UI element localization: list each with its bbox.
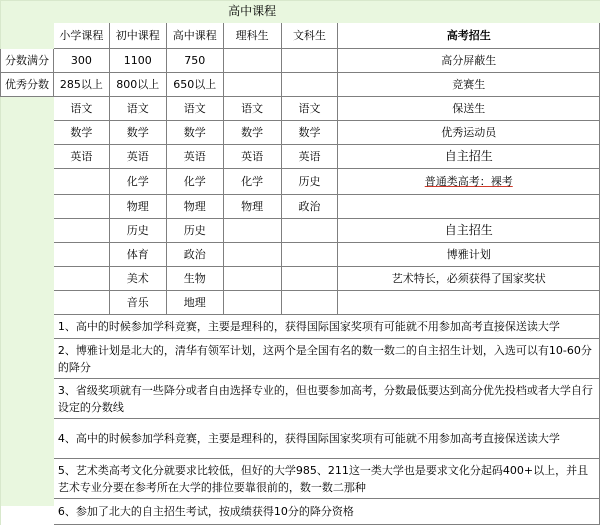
cell[interactable]: 优秀运动员	[338, 121, 600, 145]
cell[interactable]	[281, 219, 338, 243]
cell[interactable]: 物理	[223, 195, 281, 219]
blank-cell	[499, 1, 600, 23]
cell[interactable]: 语文	[223, 97, 281, 121]
cell[interactable]	[223, 73, 281, 97]
blank-cell	[1, 315, 54, 339]
row-label-full-score[interactable]: 分数满分	[1, 49, 54, 73]
cell[interactable]: 数学	[223, 121, 281, 145]
cell[interactable]: 语文	[109, 97, 166, 121]
cell[interactable]	[338, 169, 600, 195]
header-arts[interactable]: 文科生	[281, 23, 338, 49]
cell[interactable]	[223, 49, 281, 73]
cell[interactable]: 自主招生	[338, 219, 600, 243]
blank-cell	[1, 1, 54, 23]
cell[interactable]: 音乐	[109, 291, 166, 315]
cell[interactable]: 英语	[53, 145, 109, 169]
cell[interactable]	[53, 291, 109, 315]
cell[interactable]	[223, 267, 281, 291]
blank-cell	[1, 195, 54, 219]
blank-cell	[1, 379, 54, 419]
cell[interactable]	[53, 195, 109, 219]
blank-cell	[1, 219, 54, 243]
header-science[interactable]: 理科生	[223, 23, 281, 49]
blank-cell	[1, 121, 54, 145]
cell[interactable]: 博雅计划	[338, 243, 600, 267]
blank-cell	[53, 1, 109, 23]
cell[interactable]: 语文	[281, 97, 338, 121]
note-6[interactable]: 6、参加了北大的自主招生考试，按成绩获得10分的降分资格	[53, 499, 599, 525]
cell[interactable]	[281, 267, 338, 291]
blank-cell	[1, 459, 54, 499]
cell[interactable]: 650以上	[166, 73, 223, 97]
cell[interactable]: 英语	[223, 145, 281, 169]
note-1[interactable]: 1、高中的时候参加学科竞赛，主要是理科的，获得国际国家奖项有可能就不用参加高考直接保送读大学	[53, 315, 599, 339]
cell[interactable]: 1100	[109, 49, 166, 73]
cell[interactable]: 化学	[166, 169, 223, 195]
blank-cell	[109, 1, 166, 23]
cell[interactable]: 285以上	[53, 73, 109, 97]
blank-cell	[1, 419, 54, 459]
cell[interactable]: 保送生	[338, 97, 600, 121]
blank-cell	[338, 1, 499, 23]
header-junior[interactable]: 初中课程	[109, 23, 166, 49]
cell[interactable]	[338, 195, 600, 219]
note-4[interactable]: 4、高中的时候参加学科竞赛，主要是理科的，获得国际国家奖项有可能就不用参加高考直接保送读大学	[53, 419, 599, 459]
blank-cell	[1, 97, 54, 121]
cell[interactable]	[53, 267, 109, 291]
cell[interactable]: 历史	[109, 219, 166, 243]
cell[interactable]: 竞赛生	[338, 73, 600, 97]
blank-cell	[1, 499, 54, 525]
cell[interactable]: 数学	[281, 121, 338, 145]
blank-cell	[1, 243, 54, 267]
cell-text: 普通类高考：裸考	[424, 175, 513, 188]
note-5[interactable]: 5、艺术类高考文化分就要求比较低，但好的大学985、211这一类大学也是要求文化分起码400+以上，并且艺术专业分要在参考所在大学的排位要靠很前的，数一数二那种	[53, 459, 599, 499]
cell[interactable]	[281, 243, 338, 267]
cell[interactable]: 语文	[53, 97, 109, 121]
cell[interactable]: 语文	[166, 97, 223, 121]
cell[interactable]: 英语	[281, 145, 338, 169]
cell[interactable]	[53, 169, 109, 195]
blank-cell	[1, 145, 54, 169]
cell[interactable]: 政治	[166, 243, 223, 267]
cell[interactable]: 美术	[109, 267, 166, 291]
header-primary[interactable]: 小学课程	[53, 23, 109, 49]
cell[interactable]: 化学	[109, 169, 166, 195]
cell[interactable]: 物理	[109, 195, 166, 219]
cell[interactable]: 数学	[166, 121, 223, 145]
row-label-excellent[interactable]: 优秀分数	[1, 73, 54, 97]
cell[interactable]	[281, 291, 338, 315]
cell[interactable]: 800以上	[109, 73, 166, 97]
cell[interactable]: 艺术特长，必须获得了国家奖状	[338, 267, 600, 291]
cell[interactable]: 数学	[109, 121, 166, 145]
blank-cell	[1, 339, 54, 379]
cell[interactable]	[53, 243, 109, 267]
cell[interactable]	[281, 73, 338, 97]
blank-cell	[1, 169, 54, 195]
blank-cell	[1, 23, 54, 49]
cell[interactable]: 数学	[53, 121, 109, 145]
cell[interactable]: 物理	[166, 195, 223, 219]
header-gaokao[interactable]: 高考招生	[338, 23, 600, 49]
cell[interactable]: 高分屏蔽生	[338, 49, 600, 73]
cell[interactable]: 历史	[281, 169, 338, 195]
sheet-title: 高中课程	[166, 1, 338, 23]
cell[interactable]: 300	[53, 49, 109, 73]
header-senior[interactable]: 高中课程	[166, 23, 223, 49]
cell[interactable]: 历史	[166, 219, 223, 243]
cell[interactable]	[53, 219, 109, 243]
cell[interactable]: 体育	[109, 243, 166, 267]
cell[interactable]: 英语	[166, 145, 223, 169]
blank-cell	[1, 291, 54, 315]
cell[interactable]	[223, 291, 281, 315]
cell[interactable]	[223, 243, 281, 267]
cell[interactable]	[223, 219, 281, 243]
note-3[interactable]: 3、省级奖项就有一些降分或者自由选择专业的，但也要参加高考，分数最低要达到高分优先投档或者大学自行设定的分数线	[53, 379, 599, 419]
cell[interactable]	[338, 291, 600, 315]
note-2[interactable]: 2、博雅计划是北大的，清华有领军计划，这两个是全国有名的数一数二的自主招生计划，入选可以有10-60分的降分	[53, 339, 599, 379]
cell[interactable]: 生物	[166, 267, 223, 291]
cell[interactable]: 地理	[166, 291, 223, 315]
cell[interactable]: 自主招生	[338, 145, 600, 169]
cell[interactable]: 750	[166, 49, 223, 73]
cell[interactable]: 化学	[223, 169, 281, 195]
cell[interactable]	[281, 49, 338, 73]
blank-cell	[1, 267, 54, 291]
cell[interactable]: 政治	[281, 195, 338, 219]
cell[interactable]: 英语	[109, 145, 166, 169]
